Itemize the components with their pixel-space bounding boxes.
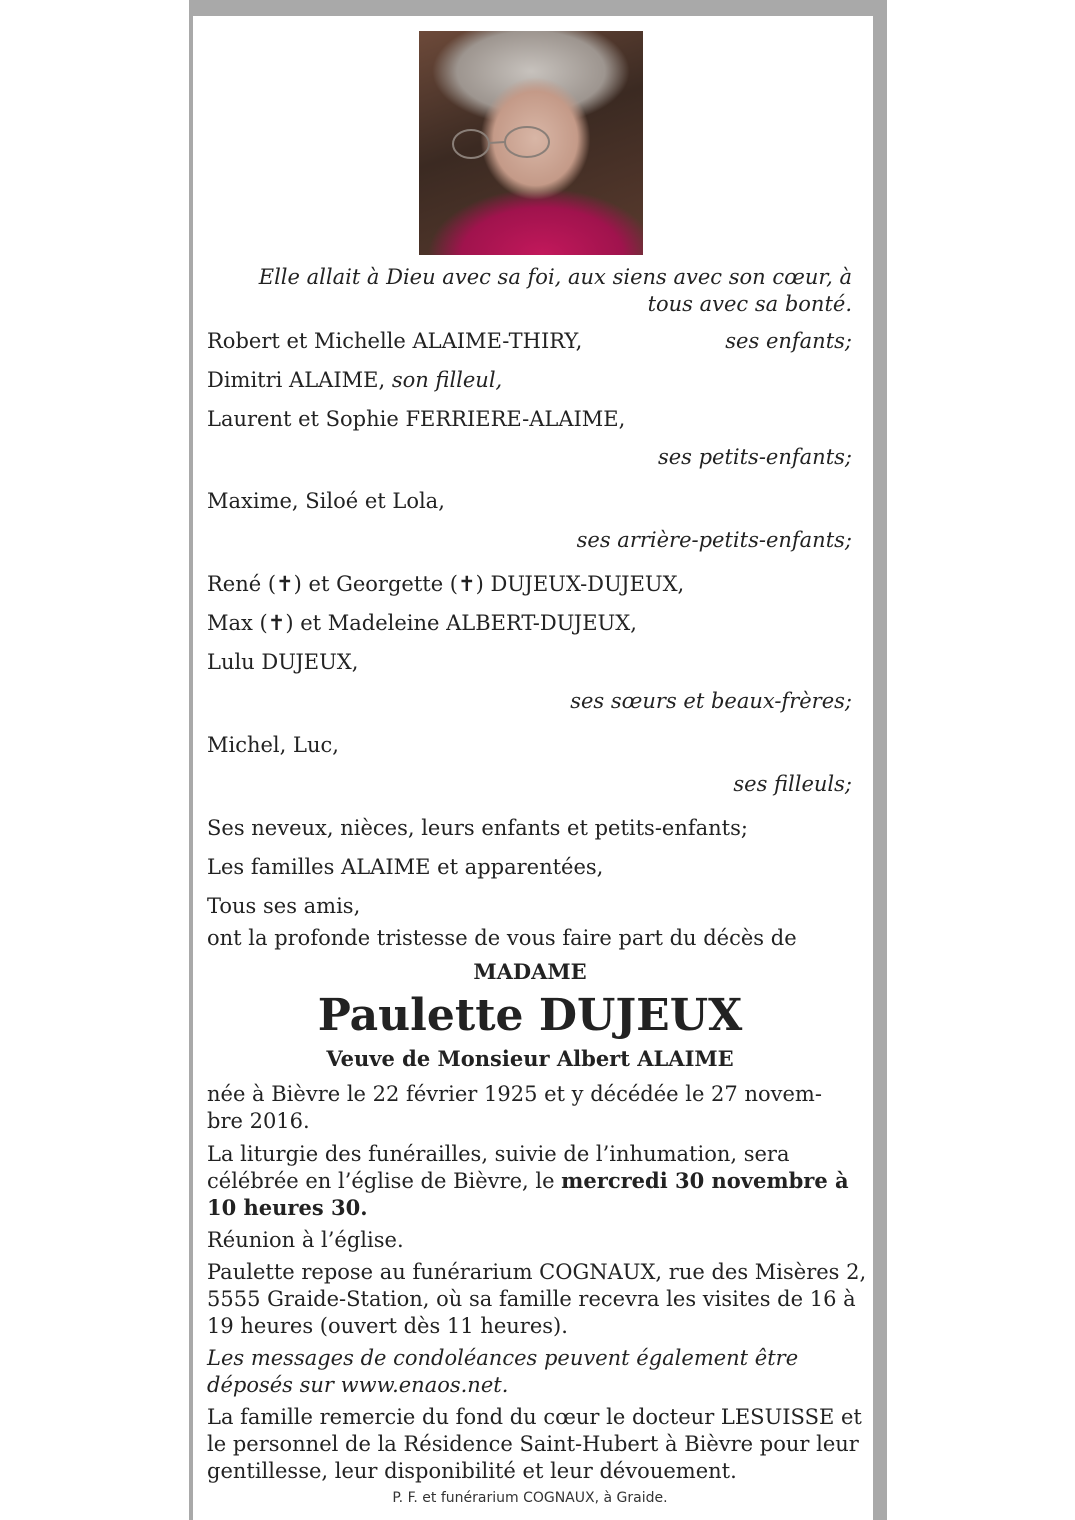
godchildren-names: Michel, Luc, (207, 733, 339, 757)
birth-death-line-1: née à Bièvre le 22 février 1925 et y décédée le 27 novem- (207, 1082, 822, 1106)
funeral-home-footer: P. F. et funérarium COGNAUX, à Graide. (392, 1490, 668, 1506)
liturgy-line-1: La liturgie des funérailles, suivie de l’inhumation, sera (207, 1142, 790, 1166)
sibling-line-1: René (✝) et Georgette (✝) DUJEUX-DUJEUX, (207, 572, 685, 596)
great-grandchildren-names: Maxime, Siloé et Lola, (207, 489, 445, 513)
deceased-widow-of: Veuve de Monsieur Albert ALAIME (326, 1046, 734, 1071)
grandchildren-names: Laurent et Sophie FERRIERE-ALAIME, (207, 407, 626, 431)
liturgy-time: 10 heures 30. (207, 1195, 368, 1220)
grandchildren-role: ses petits-enfants; (657, 445, 852, 469)
godson-role: son filleul, (391, 368, 503, 392)
meeting-line: Réunion à l’église. (207, 1228, 404, 1252)
siblings-role: ses sœurs et beaux-frères; (570, 689, 852, 713)
condolences-line-1: Les messages de condoléances peuvent également être (207, 1346, 799, 1370)
sibling-line-2: Max (✝) et Madeleine ALBERT-DUJEUX, (207, 611, 637, 635)
rest-line-3: 19 heures (ouvert dès 11 heures). (207, 1314, 568, 1338)
birth-death-line-2: bre 2016. (207, 1109, 310, 1133)
others-line-3: Tous ses amis, (207, 894, 361, 918)
quote-line-1: Elle allait à Dieu avec sa foi, aux siens avec son cœur, à (258, 265, 852, 289)
liturgy-line-2 (207, 1167, 849, 1195)
thanks-line-1: La famille remercie du fond du cœur le docteur LESUISSE et (207, 1405, 862, 1429)
children-role: ses enfants; (725, 329, 852, 353)
condolences-line-2: déposés sur www.enaos.net. (207, 1373, 509, 1397)
sibling-line-3: Lulu DUJEUX, (207, 650, 359, 674)
thanks-line-3: gentillesse, leur disponibilité et leur dévouement. (207, 1459, 737, 1483)
godson-name: Dimitri ALAIME, (207, 368, 392, 392)
godson-line (207, 367, 502, 394)
great-grandchildren-role: ses arrière-petits-enfants; (576, 528, 852, 552)
godchildren-role: ses filleuls; (733, 772, 852, 796)
children-names: Robert et Michelle ALAIME-THIRY, (207, 329, 583, 353)
others-line-2: Les familles ALAIME et apparentées, (207, 855, 604, 879)
rest-line-2: 5555 Graide-Station, où sa famille recevra les visites de 16 à (207, 1287, 856, 1311)
liturgy-date: mercredi 30 novembre à (561, 1168, 849, 1193)
liturgy-line-2-plain: célébrée en l’église de Bièvre, le (207, 1169, 562, 1193)
rest-line-1: Paulette repose au funérarium COGNAUX, rue des Misères 2, (207, 1260, 867, 1284)
others-line-4: ont la profonde tristesse de vous faire part du décès de (207, 926, 797, 950)
others-line-1: Ses neveux, nièces, leurs enfants et petits-enfants; (207, 816, 748, 840)
quote-line-2: tous avec sa bonté. (647, 292, 852, 316)
thanks-line-2: le personnel de la Résidence Saint-Hubert à Bièvre pour leur (207, 1432, 859, 1456)
portrait-glasses-detail (449, 124, 569, 164)
deceased-title: MADAME (473, 959, 587, 984)
deceased-name: Paulette DUJEUX (317, 990, 743, 1041)
